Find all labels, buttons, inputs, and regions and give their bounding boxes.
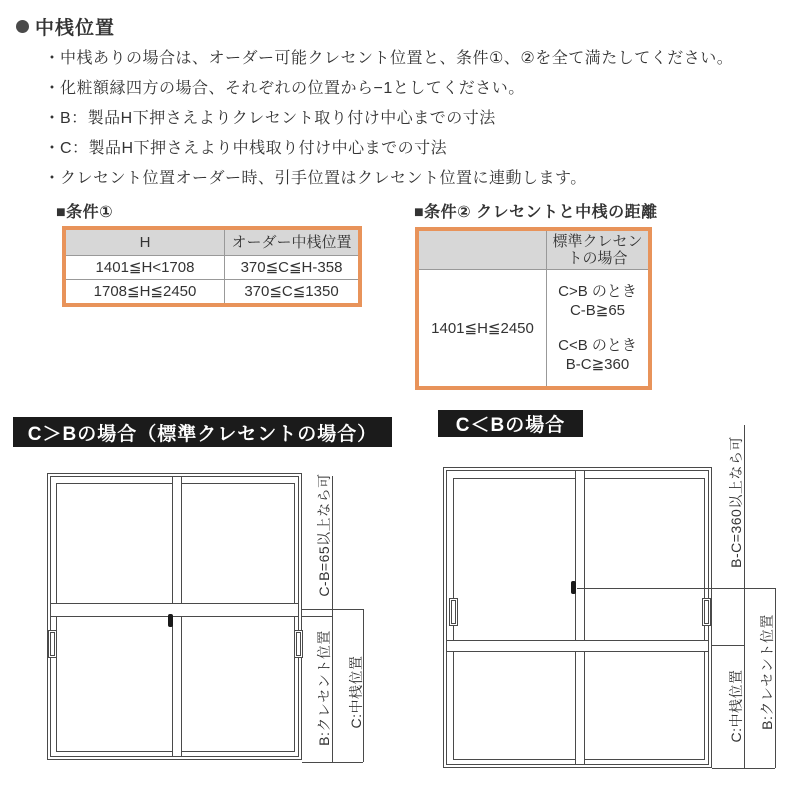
header-cell: H <box>139 234 151 251</box>
window-panel-right <box>582 478 705 760</box>
pull-handle-detail <box>451 600 456 624</box>
page-title <box>16 13 115 40</box>
table-cell: 1401≦H<1708 <box>95 259 195 276</box>
table-cell: 370≦C≦H-358 <box>224 256 358 279</box>
case2-rule: B-C≧360 <box>565 356 630 373</box>
table-row <box>66 255 358 279</box>
window-diagram-c-less-b <box>443 467 712 768</box>
header-cell <box>419 231 546 269</box>
case-rules <box>558 283 637 373</box>
pull-handle-left <box>48 630 57 658</box>
case2-condition: C<B のとき <box>558 337 637 354</box>
crossbar-rail <box>51 603 298 617</box>
meeting-stile <box>575 471 585 764</box>
table-cell: 1401≦H≦2450 <box>431 319 534 337</box>
diagram-left-title-bar: C＞Bの場合（標準クレセントの場合） <box>13 417 392 447</box>
note-text: B：製品H下押さえよりクレセント取り付け中心までの寸法 <box>60 109 496 127</box>
note-text: 化粧額縁四方の場合、それぞれの位置から−1としてください。 <box>60 79 525 97</box>
notes-list <box>44 41 733 191</box>
dimension-extension-crescent <box>577 588 775 589</box>
diagram-right-title-bar: C＜Bの場合 <box>438 410 583 437</box>
dimension-extension-crossbar <box>712 645 744 646</box>
list-item <box>44 161 733 191</box>
pull-handle-detail <box>296 632 301 656</box>
pull-handle-left <box>449 598 458 626</box>
pull-handle-detail <box>50 632 55 656</box>
table-cell: 370≦C≦1350 <box>224 280 358 303</box>
list-item <box>44 41 733 71</box>
dimension-extension-bottom <box>712 768 775 769</box>
window-panel-right <box>178 483 295 752</box>
header-cell: 標準クレセントの場合 <box>546 231 648 269</box>
condition2-table <box>415 227 652 390</box>
condition1-table <box>62 226 362 307</box>
note-text: 中桟ありの場合は、オーダー可能クレセント位置と、条件①、②を全て満たしてください。 <box>60 49 734 67</box>
pull-handle-right <box>294 630 303 658</box>
condition1-heading: ■条件① <box>56 204 114 221</box>
case1-condition: C>B のとき <box>558 283 637 300</box>
table-cell <box>546 270 648 386</box>
dimension-label-gap: B-C=360以上なら可 <box>728 436 744 568</box>
circle-bullet-icon <box>16 20 29 33</box>
dimension-label-gap: C-B=65以上なら可 <box>316 473 332 597</box>
table-header-row <box>419 231 648 269</box>
dot-bullet-icon: ・ <box>44 79 61 97</box>
note-text: C：製品H下押さえより中桟取り付け中心までの寸法 <box>60 139 448 157</box>
crescent-lock-icon <box>168 614 173 627</box>
dimension-label-b: B:クレセント位置 <box>759 614 775 730</box>
table-header-row <box>66 230 358 255</box>
crossbar-rail <box>447 640 708 652</box>
dot-bullet-icon: ・ <box>44 49 61 67</box>
list-item <box>44 101 733 131</box>
crescent-lock-icon <box>571 581 576 594</box>
pull-handle-detail <box>704 600 709 624</box>
dimension-label-c: C:中桟位置 <box>728 669 744 743</box>
dot-bullet-icon: ・ <box>44 169 61 187</box>
condition2-heading: ■条件② クレセントと中桟の距離 <box>414 204 658 221</box>
dimension-extension-crescent <box>302 616 332 617</box>
page-title-text: 中桟位置 <box>35 18 116 39</box>
dot-bullet-icon: ・ <box>44 109 61 127</box>
window-panel-left <box>453 478 580 760</box>
table-cell: 1708≦H≦2450 <box>93 283 197 300</box>
pull-handle-right <box>702 598 711 626</box>
dimension-label-c: C:中桟位置 <box>348 655 364 729</box>
table-row <box>419 269 648 386</box>
case1-rule: C-B≧65 <box>569 302 626 319</box>
header-cell: オーダー中桟位置 <box>224 230 358 255</box>
dot-bullet-icon: ・ <box>44 139 61 157</box>
list-item <box>44 71 733 101</box>
window-diagram-c-greater-b <box>47 473 302 760</box>
window-panel-left <box>56 483 176 752</box>
dimension-label-b: B:クレセント位置 <box>316 630 332 746</box>
table-row <box>66 279 358 303</box>
dimension-extension-bottom <box>302 762 363 763</box>
list-item <box>44 131 733 161</box>
note-text: クレセント位置オーダー時、引手位置はクレセント位置に連動します。 <box>60 169 587 187</box>
